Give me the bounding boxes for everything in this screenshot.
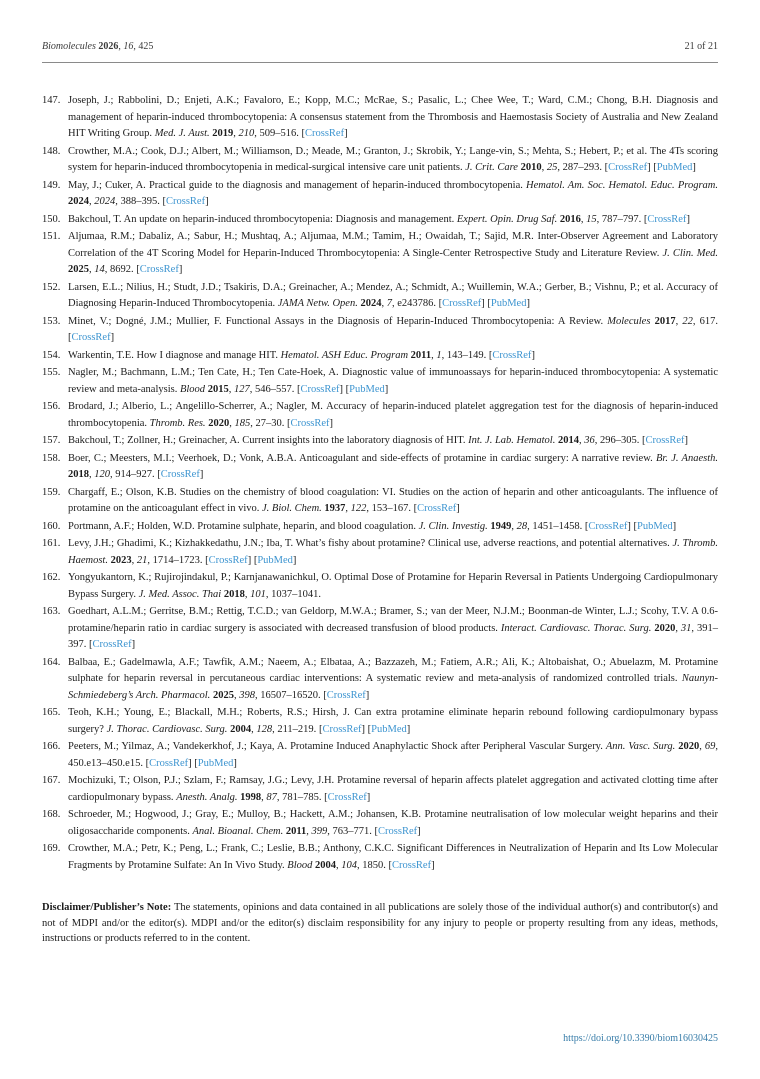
reference-item bbox=[42, 212, 718, 229]
crossref-link[interactable]: CrossRef bbox=[166, 196, 206, 207]
reference-text: Joseph, J.; Rabbolini, D.; Enjeti, A.K.; Favaloro, E.; Kopp, M.C.; McRae, S.; Pasalic, L.; Chee Wee, T.; Ward, C.M.; Chong, B.H. Diagnosis and management of heparin-induced thrombocytopenia: A consensus statement from the Thrombosis and Haemostasis Society of Australia and New Zealand HIT Writing Group. Med. J. Aust. 2019, 210, 509–516. [CrossRef] bbox=[68, 95, 718, 139]
reference-item bbox=[42, 604, 718, 654]
crossref-link[interactable]: CrossRef bbox=[492, 349, 532, 361]
page-number: 21 of 21 bbox=[684, 41, 718, 52]
reference-number: 150. bbox=[42, 213, 61, 225]
pubmed-link[interactable]: PubMed bbox=[490, 298, 527, 309]
pubmed-link[interactable]: PubMed bbox=[371, 723, 407, 735]
references-list bbox=[42, 93, 718, 874]
crossref-link[interactable]: CrossRef bbox=[588, 520, 628, 532]
reference-number: 163. bbox=[42, 606, 61, 617]
reference-number: 166. bbox=[42, 741, 61, 752]
reference-text: Levy, J.H.; Ghadimi, K.; Kizhakkedathu, J.N.; Iba, T. What’s fishy about protamine? Clinical use, adverse reactions, and potential alternatives. J. Thromb. Haemost. 2023, 21, 1714–1723. [CrossRef] [PubMed] bbox=[68, 538, 719, 566]
reference-number: 151. bbox=[42, 231, 61, 242]
pubmed-link[interactable]: PubMed bbox=[349, 383, 385, 395]
reference-item bbox=[42, 451, 718, 484]
crossref-link[interactable]: CrossRef bbox=[608, 162, 648, 173]
header-rule bbox=[42, 62, 718, 63]
reference-text: Larsen, E.L.; Nilius, H.; Studt, J.D.; Tsakiris, D.A.; Greinacher, A.; Mendez, A.; Schmidt, A.; Wuillemin, W.A.; Gerber, B.; Vishnu, P.; et al. Accuracy of Diagnosing Heparin-Induced Thrombocytopenia. JAMA Netw. Open. 2024, 7, e243786. [CrossRef] [PubMed] bbox=[68, 281, 718, 309]
crossref-link[interactable]: CrossRef bbox=[442, 298, 482, 309]
reference-text: Balbaa, E.; Gadelmawla, A.F.; Tawfik, A.M.; Naeem, A.; Elbataa, A.; Bazzazeh, M.; Fatiem, A.R.; Ali, K.; Altobaishat, O.; Abuelazm, M. Protamine sulphate for heparin reversal in percutaneous cardiac interventions: A systematic review and meta-analysis of randomized controlled trials. Naunyn-Schmiedeberg’s Arch. Pharmacol. 2025, 398, 16507–16520. [CrossRef] bbox=[68, 656, 718, 701]
reference-text: Goedhart, A.L.M.; Gerritse, B.M.; Rettig, T.C.D.; van Geldorp, M.W.A.; Bramer, S.; van der Meer, N.J.M.; Boonman-de Winter, L.J.; Scohy, T.V. A 0.6-protamine/heparin ratio in cardiac surgery is associated with decreased transfusion of blood products. Interact. Cardiovasc. Thorac. Surg. 2020, 31, 391–397. [CrossRef] bbox=[68, 606, 718, 650]
reference-number: 148. bbox=[42, 145, 61, 157]
doi-row bbox=[563, 1033, 718, 1044]
reference-item bbox=[42, 739, 718, 772]
reference-number: 153. bbox=[42, 315, 61, 327]
reference-number: 154. bbox=[42, 349, 61, 361]
reference-text: Crowther, M.A.; Cook, D.J.; Albert, M.; Williamson, D.; Meade, M.; Granton, J.; Skrobik, Y.; Lange-vin, S.; Mehta, S.; Hebert, P.; et al. The 4Ts scoring system for heparin-induced thrombocytopenia in medical-surgical intensive care unit patients. J. Crit. Care 2010, 25, 287–293. [CrossRef] [PubMed] bbox=[68, 145, 718, 173]
reference-text: Minet, V.; Dogné, J.M.; Mullier, F. Functional Assays in the Diagnosis of Heparin-Induced Thrombocytopenia: A Review. Molecules 2017, 22, 617. [CrossRef] bbox=[68, 315, 719, 343]
crossref-link[interactable]: CrossRef bbox=[322, 723, 362, 735]
pubmed-link[interactable]: PubMed bbox=[257, 554, 293, 566]
reference-text: Boer, C.; Meesters, M.I.; Veerhoek, D.; Vonk, A.B.A. Anticoagulant and side-effects of protamine in cardiac surgery: A narrative review. Br. J. Anaesth. 2018, 120, 914–927. [CrossRef] bbox=[68, 452, 718, 480]
reference-item bbox=[42, 314, 718, 347]
reference-item bbox=[42, 229, 718, 279]
reference-number: 156. bbox=[42, 401, 61, 412]
reference-number: 157. bbox=[42, 435, 61, 446]
reference-item bbox=[42, 144, 718, 177]
reference-text: Teoh, K.H.; Young, E.; Blackall, M.H.; Roberts, R.S.; Hirsh, J. Can extra protamine eliminate heparin rebound following cardiopulmonary bypass surgery? J. Thorac. Cardiovasc. Surg. 2004, 128, 211–219. [CrossRef] [PubMed] bbox=[68, 707, 718, 735]
crossref-link[interactable]: CrossRef bbox=[392, 859, 432, 871]
pubmed-link[interactable]: PubMed bbox=[637, 520, 673, 532]
reference-text: Nagler, M.; Bachmann, L.M.; Ten Cate, H.; Ten Cate-Hoek, A. Diagnostic value of immunoassays for heparin-induced thrombocytopenia: A systematic review and meta-analysis. Blood 2015, 127, 546–557. [CrossRef] [PubMed] bbox=[68, 367, 718, 395]
reference-text: Crowther, M.A.; Petr, K.; Peng, L.; Frank, C.; Leslie, B.B.; Anthony, C.K.C. Significant Differences in Neutralization of Heparin and Its Low Molecular Fragments by Protamine Sulfate: An In Vivo Study. Blood 2004, 104, 1850. [CrossRef] bbox=[68, 843, 718, 871]
reference-text: Mochizuki, T.; Olson, P.J.; Szlam, F.; Ramsay, J.G.; Levy, J.H. Protamine reversal of heparin affects platelet aggregation and activated clotting time after cardiopulmonary bypass. Anesth. Analg. 1998, 87, 781–785. [CrossRef] bbox=[68, 775, 718, 803]
reference-item bbox=[42, 519, 718, 536]
crossref-link[interactable]: CrossRef bbox=[378, 825, 418, 837]
reference-number: 149. bbox=[42, 179, 61, 191]
reference-text: Brodard, J.; Alberio, L.; Angelillo-Scherrer, A.; Nagler, M. Accuracy of heparin-induced platelet aggregation test for the diagnosis of heparin-induced thrombocytopenia. Thromb. Res. 2020, 185, 27–30. [CrossRef] bbox=[68, 401, 718, 429]
crossref-link[interactable]: CrossRef bbox=[149, 757, 189, 769]
reference-number: 161. bbox=[42, 538, 61, 549]
reference-number: 147. bbox=[42, 95, 61, 106]
crossref-link[interactable]: CrossRef bbox=[71, 332, 111, 343]
reference-number: 155. bbox=[42, 367, 61, 378]
reference-number: 169. bbox=[42, 843, 61, 854]
disclaimer-note: Disclaimer/Publisher’s Note: The statements, opinions and data contained in all publications are solely those of the individual author(s) and contributor(s) and not of MDPI and/or the editor(s). MDPI and/or the editor(s) disclaim responsibility for any injury to people or property resulting from any ideas, methods, instructions or products referred to in the content. bbox=[42, 902, 718, 944]
reference-number: 162. bbox=[42, 572, 61, 583]
crossref-link[interactable]: CrossRef bbox=[327, 791, 367, 803]
reference-item bbox=[42, 841, 718, 874]
reference-number: 160. bbox=[42, 520, 61, 532]
reference-text: May, J.; Cuker, A. Practical guide to the diagnosis and management of heparin-induced thrombocytopenia. Hematol. Am. Soc. Hematol. Educ. Program. 2024, 2024, 388–395. [CrossRef] bbox=[68, 179, 718, 207]
journal-citation: Biomolecules 2026, 16, 425 bbox=[42, 41, 154, 52]
reference-number: 167. bbox=[42, 775, 61, 786]
reference-item bbox=[42, 365, 718, 398]
reference-text: Peeters, M.; Yilmaz, A.; Vandekerkhof, J.; Kaya, A. Protamine Induced Anaphylactic Shock after Peripheral Vascular Surgery. Ann. Vasc. Surg. 2020, 69, 450.e13–450.e15. [CrossRef] [PubMed] bbox=[68, 741, 719, 769]
reference-item bbox=[42, 655, 718, 705]
pubmed-link[interactable]: PubMed bbox=[197, 757, 234, 769]
reference-number: 165. bbox=[42, 707, 61, 718]
crossref-link[interactable]: CrossRef bbox=[92, 639, 132, 650]
reference-text: Warkentin, T.E. How I diagnose and manage HIT. Hematol. ASH Educ. Program 2011, 1, 143–149. [CrossRef] bbox=[68, 349, 535, 361]
crossref-link[interactable]: CrossRef bbox=[304, 128, 345, 139]
reference-number: 159. bbox=[42, 486, 61, 498]
reference-item bbox=[42, 433, 718, 450]
reference-text: Schroeder, M.; Hogwood, J.; Gray, E.; Mulloy, B.; Hackett, A.M.; Johansen, K.B. Protamine neutralisation of low molecular weight heparins and their oligosaccharide components. Anal. Bioanal. Chem. 2011, 399, 763–771. [CrossRef] bbox=[68, 809, 718, 837]
reference-number: 164. bbox=[42, 656, 61, 668]
crossref-link[interactable]: CrossRef bbox=[647, 213, 687, 225]
reference-item bbox=[42, 485, 718, 518]
crossref-link[interactable]: CrossRef bbox=[326, 689, 366, 701]
crossref-link[interactable]: CrossRef bbox=[139, 264, 179, 275]
reference-item bbox=[42, 348, 718, 365]
reference-item bbox=[42, 570, 718, 603]
reference-text: Portmann, A.F.; Holden, W.D. Protamine sulphate, heparin, and blood coagulation. J. Clin. Investig. 1949, 28, 1451–1458. [CrossRef] [PubMed] bbox=[68, 520, 677, 532]
crossref-link[interactable]: CrossRef bbox=[160, 469, 200, 480]
reference-item bbox=[42, 93, 718, 143]
crossref-link[interactable]: CrossRef bbox=[417, 503, 457, 514]
reference-text: Bakchoul, T.; Zollner, H.; Greinacher, A. Current insights into the laboratory diagnosis of HIT. Int. J. Lab. Hematol. 2014, 36, 296–305. [CrossRef] bbox=[68, 435, 689, 446]
page-header bbox=[42, 0, 718, 52]
crossref-link[interactable]: CrossRef bbox=[208, 554, 248, 566]
crossref-link[interactable]: CrossRef bbox=[290, 417, 330, 429]
reference-item bbox=[42, 280, 718, 313]
reference-item bbox=[42, 705, 718, 738]
reference-text: Yongyukantorn, K.; Rujirojindakul, P.; Karnjanawanichkul, O. Optimal Dose of Protamine for Heparin Reversal in Patients Undergoing Cardiopulmonary Bypass Surgery. J. Med. Assoc. Thai 2018, 101, 1037–1041. bbox=[68, 572, 718, 600]
reference-item bbox=[42, 773, 718, 806]
reference-text: Bakchoul, T. An update on heparin-induced thrombocytopenia: Diagnosis and management. Expert. Opin. Drug Saf. 2016, 15, 787–797. [CrossRef] bbox=[68, 213, 690, 225]
reference-number: 152. bbox=[42, 281, 61, 293]
reference-number: 158. bbox=[42, 452, 61, 464]
doi-link[interactable]: https://doi.org/10.3390/biom16030425 bbox=[563, 1033, 718, 1044]
crossref-link[interactable]: CrossRef bbox=[645, 435, 685, 446]
pubmed-link[interactable]: PubMed bbox=[656, 162, 693, 173]
reference-item bbox=[42, 399, 718, 432]
reference-text: Chargaff, E.; Olson, K.B. Studies on the chemistry of blood coagulation: VI. Studies on the action of heparin and other anticoagulants. The influence of protamine on the anticoagulant effect in vivo. J. Biol. Chem. 1937, 122, 153–167. [CrossRef] bbox=[68, 486, 718, 514]
crossref-link[interactable]: CrossRef bbox=[300, 383, 340, 395]
reference-item bbox=[42, 178, 718, 211]
reference-item bbox=[42, 536, 718, 569]
reference-text: Aljumaa, R.M.; Dabaliz, A.; Sabur, H.; Mushtaq, A.; Aljumaa, M.M.; Tamim, H.; Owaidah, T.; Sajid, M.R. Inter-Observer Agreement and Laboratory Correlation of the 4T Scoring Model for Heparin-Induced Thrombocytopenia: A Single-Center Retrospective Study and Literature Review. J. Clin. Med. 2025, 14, 8692. [CrossRef] bbox=[68, 231, 718, 275]
reference-number: 168. bbox=[42, 809, 61, 820]
reference-item bbox=[42, 807, 718, 840]
